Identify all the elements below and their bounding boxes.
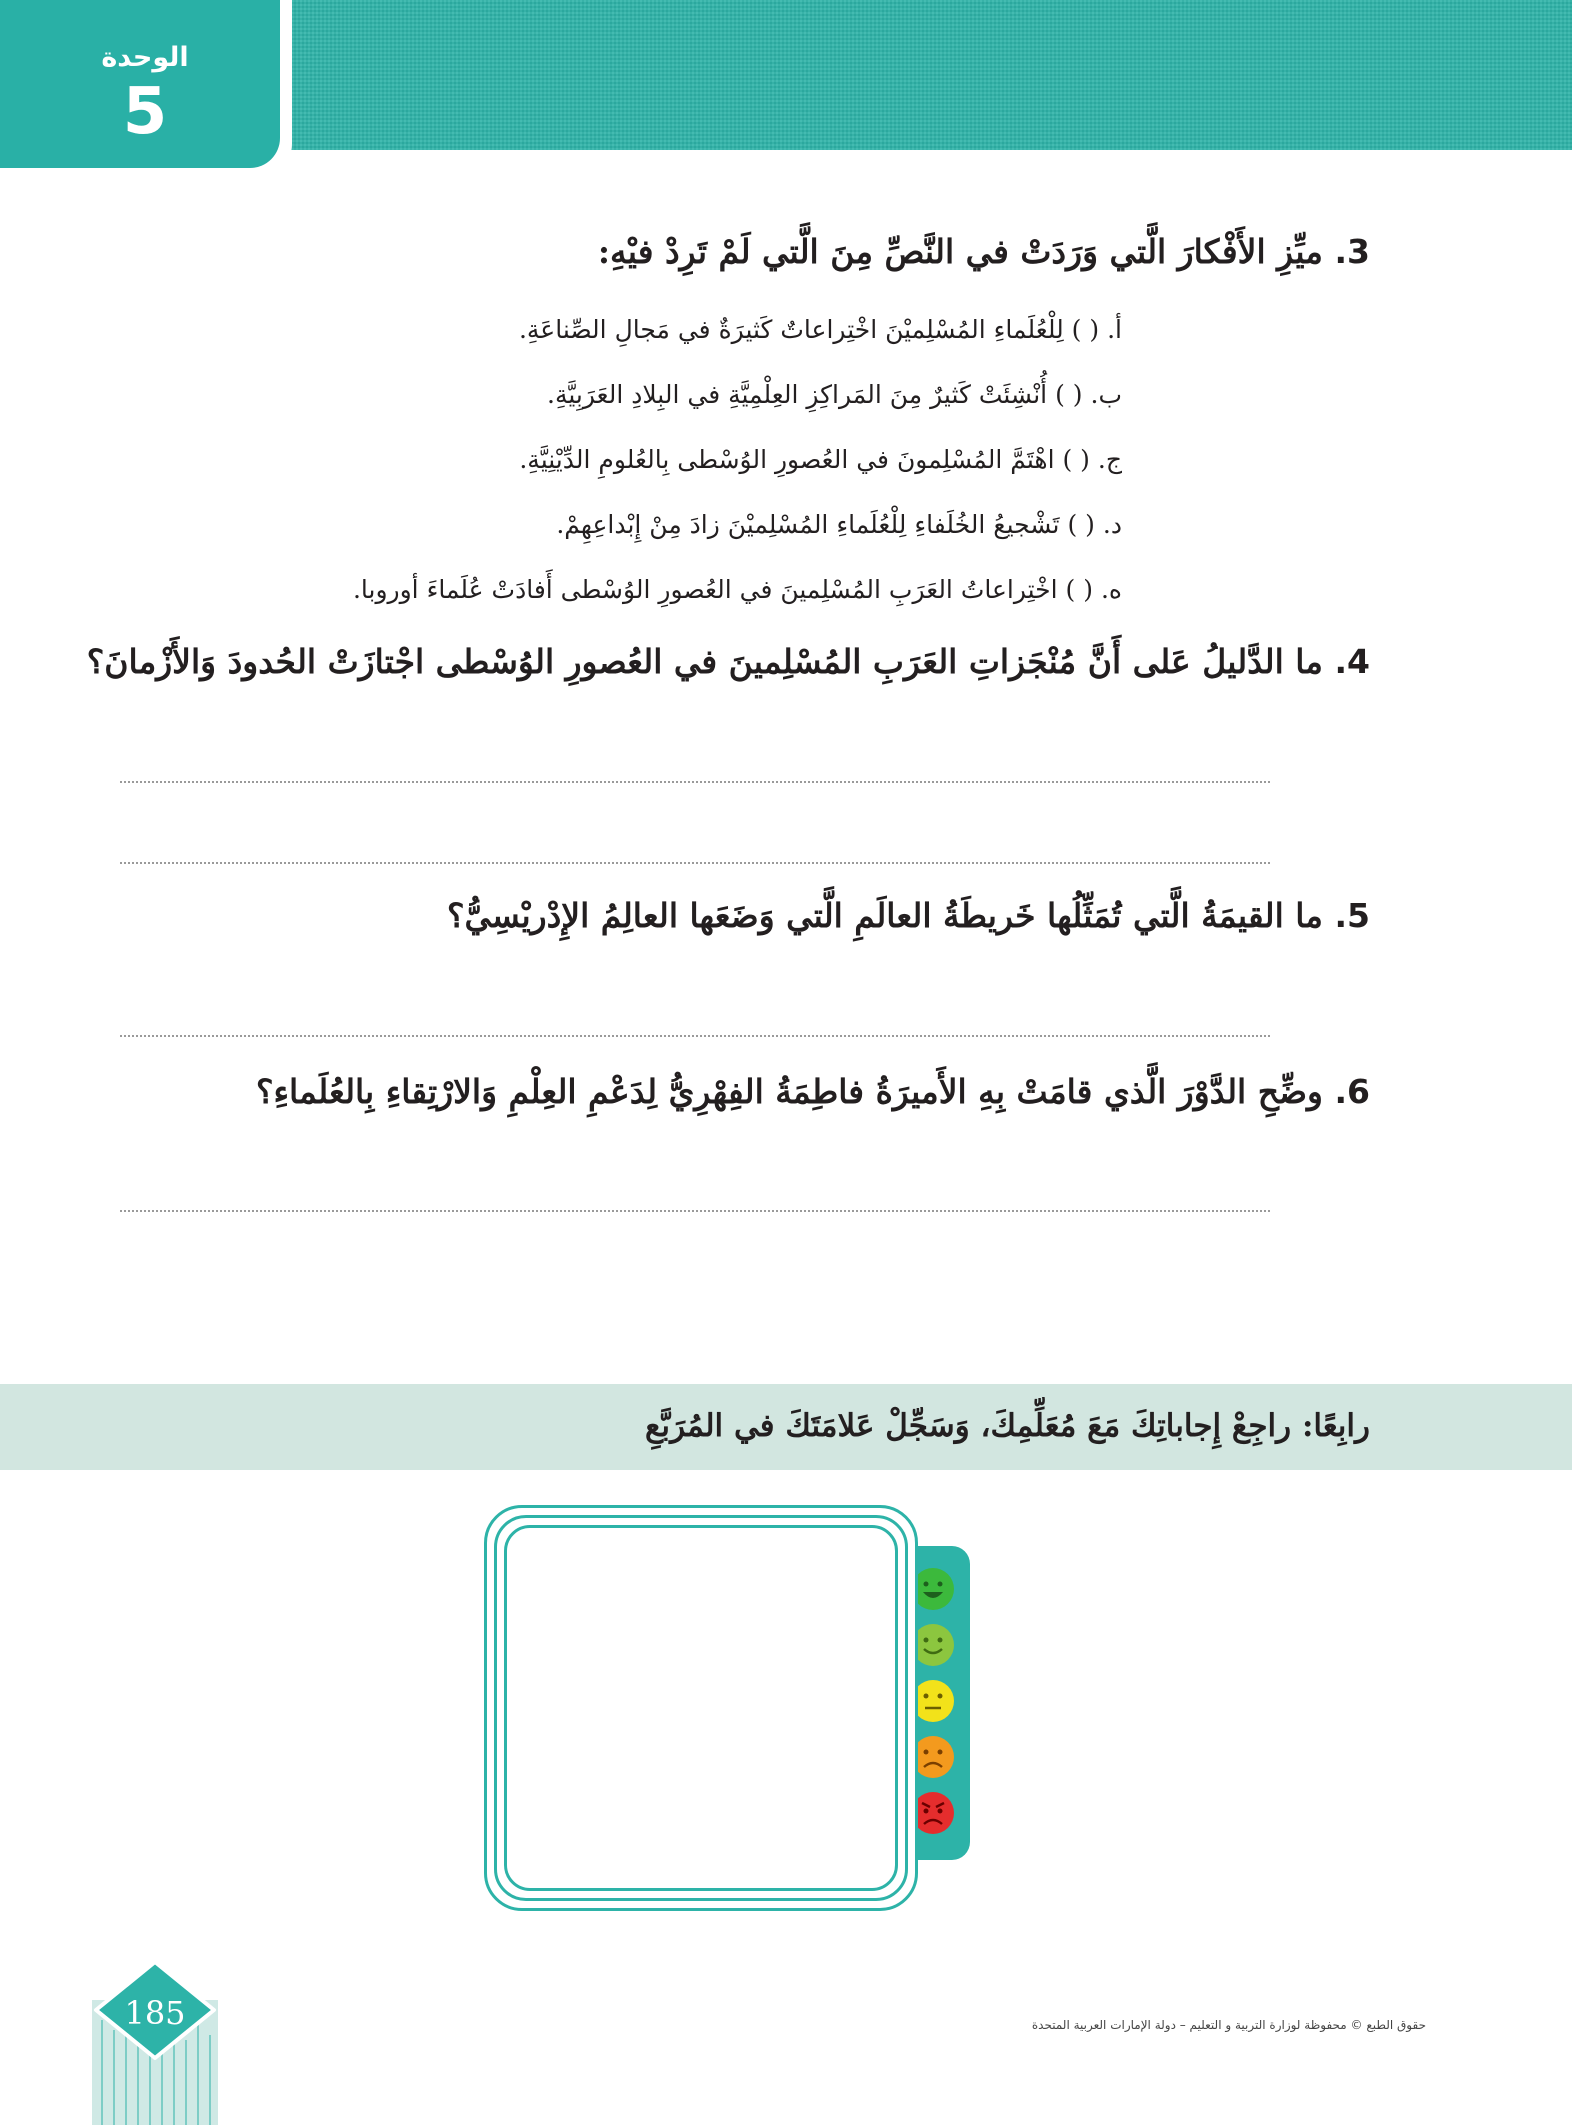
score-box-inner bbox=[504, 1525, 898, 1891]
question-6-title bbox=[256, 1070, 1370, 1114]
unit-badge bbox=[0, 0, 280, 168]
item-text: تَشْجيعُ الخُلَفاءِ لِلْعُلَماءِ المُسْلِميْنَ زادَ مِنْ إِبْداعِهِمْ. bbox=[556, 510, 1060, 539]
copyright-notice: حقوق الطبع © محفوظة لوزارة التربية و التعليم – دولة الإمارات العربية المتحدة bbox=[1031, 2018, 1426, 2032]
item-text: أُنْشِئَتْ كَثيرٌ مِنَ المَراكِزِ العِلْمِيَّةِ في البِلادِ العَرَبِيَّةِ. bbox=[547, 380, 1048, 409]
question-4-text: ما الدَّليلُ عَلى أَنَّ مُنْجَزاتِ العَرَبِ المُسْلِمينَ في العُصورِ الوُسْطى اجْتازَتْ الحُدودَ وَالأَزْمانَ؟ bbox=[86, 642, 1323, 681]
item-text: اخْتِراعاتُ العَرَبِ المُسْلِمينَ في العُصورِ الوُسْطى أَفادَتْ عُلَماءَ أوروبا. bbox=[352, 575, 1058, 604]
answer-line[interactable] bbox=[120, 1035, 1270, 1037]
review-text: راجِعْ إِجاباتِكَ مَعَ مُعَلِّمِكَ، وَسَجِّلْ عَلامَتَكَ في المُرَبَّعِ bbox=[644, 1408, 1292, 1444]
item-text: لِلْعُلَماءِ المُسْلِميْنَ اخْتِراعاتٌ كَثيرَةٌ في مَجالِ الصِّناعَةِ. bbox=[518, 315, 1064, 344]
answer-blank[interactable]: ( ) bbox=[1065, 575, 1093, 604]
unit-number: 5 bbox=[122, 75, 168, 149]
unit-tab bbox=[0, 0, 292, 180]
question-6-text: وضِّحِ الدَّوْرَ الَّذي قامَتْ بِهِ الأَميرَةُ فاطِمَةُ الفِهْرِيُّ لِدَعْمِ العِلْمِ وَالارْتِقاءِ بِالعُلَماءِ؟ bbox=[255, 1072, 1323, 1111]
answer-line[interactable] bbox=[120, 781, 1270, 783]
question-5-text: ما القيمَةُ الَّتي تُمَثِّلُها خَريطَةُ العالَمِ الَّتي وَضَعَها العالِمُ الإِدْريْسِيُّ؟ bbox=[447, 896, 1323, 935]
question-5-number: 5. bbox=[1334, 896, 1370, 935]
question-6-number: 6. bbox=[1334, 1072, 1370, 1111]
question-4-number: 4. bbox=[1334, 642, 1370, 681]
item-letter: ج. bbox=[1097, 445, 1122, 474]
q3-item-c bbox=[519, 440, 1122, 480]
answer-blank[interactable]: ( ) bbox=[1055, 380, 1083, 409]
q3-item-a bbox=[519, 310, 1122, 350]
question-3-text: ميِّزِ الأَفْكارَ الَّتي وَرَدَتْ في النَّصِّ مِنَ الَّتي لَمْ تَرِدْ فيْهِ: bbox=[597, 232, 1323, 271]
answer-line[interactable] bbox=[120, 1210, 1270, 1212]
question-5-title bbox=[447, 894, 1370, 938]
review-prefix: رابِعًا: bbox=[1301, 1408, 1370, 1444]
page-number-badge bbox=[92, 1960, 218, 2125]
item-letter: ب. bbox=[1090, 380, 1122, 409]
item-letter: ه. bbox=[1100, 575, 1122, 604]
q3-item-d bbox=[556, 505, 1122, 545]
item-letter: أ. bbox=[1107, 315, 1122, 344]
item-letter: د. bbox=[1102, 510, 1122, 539]
q3-item-e bbox=[353, 570, 1122, 610]
q3-item-b bbox=[547, 375, 1122, 415]
score-box-border bbox=[494, 1515, 908, 1901]
answer-blank[interactable]: ( ) bbox=[1067, 510, 1095, 539]
review-instruction bbox=[645, 1404, 1370, 1448]
question-3-title bbox=[598, 230, 1370, 274]
answer-line[interactable] bbox=[120, 862, 1270, 864]
answer-blank[interactable]: ( ) bbox=[1071, 315, 1100, 344]
item-text: اهْتَمَّ المُسْلِمونَ في العُصورِ الوُسْطى بِالعُلومِ الدِّيْنِيَّةِ. bbox=[519, 445, 1055, 474]
answer-blank[interactable]: ( ) bbox=[1062, 445, 1090, 474]
score-box[interactable] bbox=[484, 1505, 918, 1911]
unit-label: الوحدة bbox=[101, 42, 189, 73]
question-4-title bbox=[87, 640, 1370, 684]
question-3-number: 3. bbox=[1334, 232, 1370, 271]
page-number: 185 bbox=[124, 1994, 186, 2032]
